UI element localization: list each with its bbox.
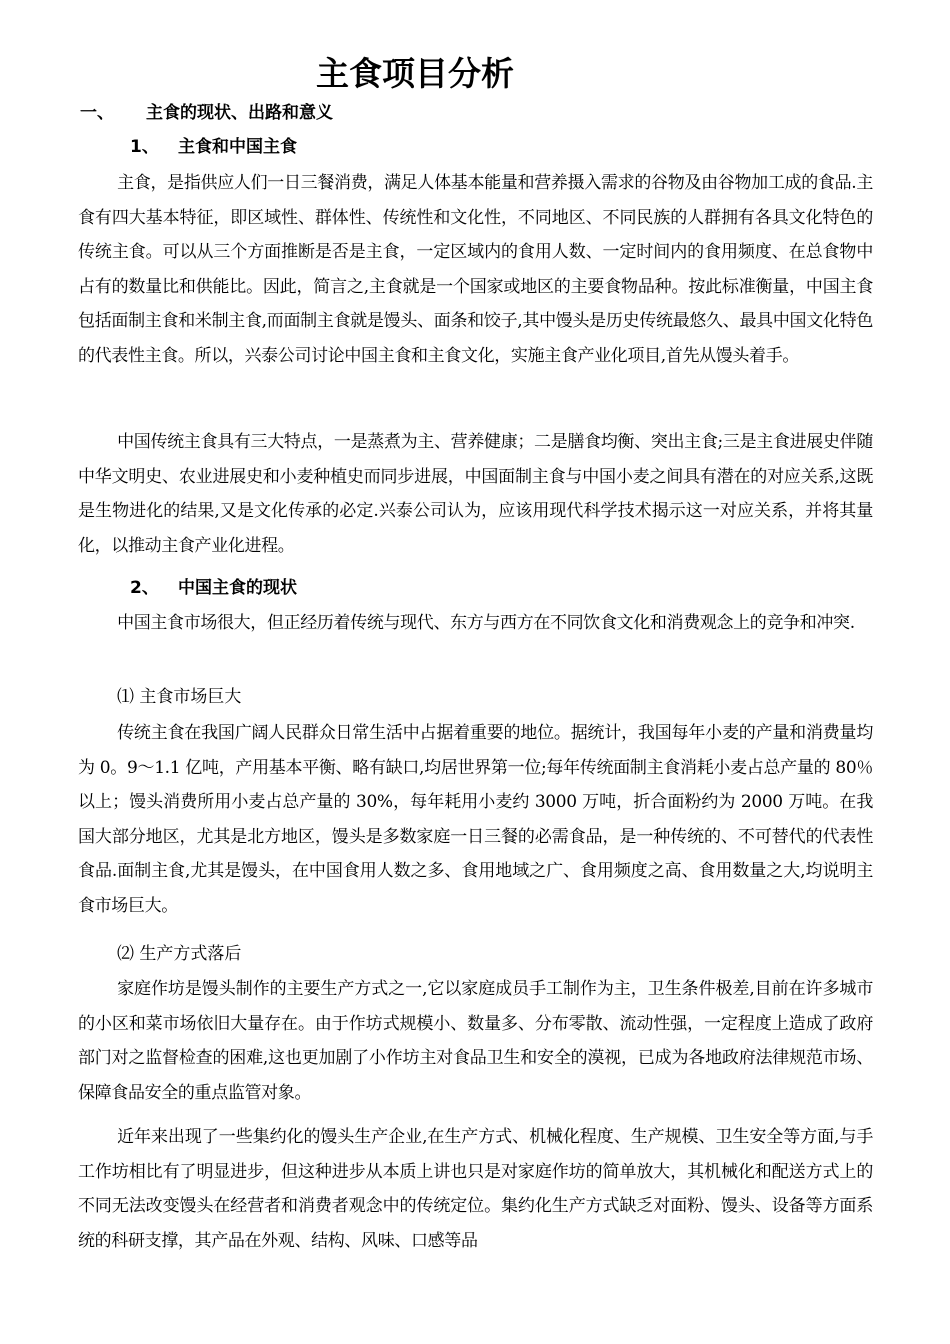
list-item-market-size: ⑴ 主食市场巨大 (117, 687, 242, 707)
section-heading-1 (80, 100, 333, 126)
paragraph-market-overview: 中国主食市场很大，但正经历着传统与现代、东方与西方在不同饮食文化和消费观念上的竞争和冲突. (117, 613, 855, 633)
document-title: 主食项目分析 (316, 54, 514, 93)
paragraph-staple-definition: 主食，是指供应人们一日三餐消费，满足人体基本能量和营养摄入需求的谷物及由谷物加工成的食品.主食有四大基本特征，即区域性、群体性、传统性和文化性，不同地区、不同民族的人群拥有各具文化特色的传统主食。可以从三个方面推断是否是主食，一定区域内的食用人数、一定时间内的食用频度、在总食物中占有的数量比和供能比。因此，简言之,主食就是一个国家或地区的主要食物品种。按此标准衡量，中国主食包括面制主食和米制主食,而面制主食就是馒头、面条和饺子,其中馒头是历史传统最悠久、最具中国文化特色的代表性主食。所以，兴泰公司讨论中国主食和主食文化，实施主食产业化项目,首先从馒头着手。 (78, 173, 873, 366)
subsection-number: 2、 (130, 578, 159, 598)
list-item-production-mode: ⑵ 生产方式落后 (117, 944, 242, 964)
subsection-heading-text: 主食和中国主食 (178, 137, 297, 157)
subsection-heading-1 (130, 134, 297, 160)
section-heading-text: 主食的现状、出路和意义 (146, 103, 333, 123)
section-number: 一、 (80, 103, 114, 123)
paragraph-intensive-production: 近年来出现了一些集约化的馒头生产企业,在生产方式、机械化程度、生产规模、卫生安全等方面,与手工作坊相比有了明显进步，但这种进步从本质上讲也只是对家庭作坊的简单放大，其机械化和配送方式上的不同无法改变馒头在经营者和消费者观念中的传统定位。集约化生产方式缺乏对面粉、馒头、设备等方面系统的科研支撑，其产品在外观、结构、风味、口感等品 (78, 1127, 873, 1251)
subsection-heading-2 (130, 575, 297, 601)
paragraph-market-statistics: 传统主食在我国广阔人民群众日常生活中占据着重要的地位。据统计，我国每年小麦的产量和消费量均为 0。9～1.1 亿吨，产用基本平衡、略有缺口,均居世界第一位;每年传统面制主食消耗小麦占总产量的 80％以上；馒头消费所用小麦占总产量的 30%，每年耗用小麦约 3000 万吨，折合面粉约为 2000 万吨。在我国大部分地区，尤其是北方地区，馒头是多数家庭一日三餐的必需食品，是一种传统的、不可替代的代表性食品.面制主食,尤其是馒头，在中国食用人数之多、食用地域之广、食用频度之高、食用数量之大,均说明主食市场巨大。 (78, 723, 873, 916)
paragraph-staple-features: 中国传统主食具有三大特点，一是蒸煮为主、营养健康；二是膳食均衡、突出主食;三是主食进展史伴随中华文明史、农业进展史和小麦种植史而同步进展，中国面制主食与中国小麦之间具有潜在的对应关系,这既是生物进化的结果,又是文化传承的必定.兴泰公司认为，应该用现代科学技术揭示这一对应关系，并将其量化，以推动主食产业化进程。 (78, 432, 873, 556)
paragraph-family-workshops: 家庭作坊是馒头制作的主要生产方式之一,它以家庭成员手工制作为主，卫生条件极差,目前在许多城市的小区和菜市场依旧大量存在。由于作坊式规模小、数量多、分布零散、流动性强，一定程度上造成了政府部门对之监督检查的困难,这也更加剧了小作坊主对食品卫生和安全的漠视，已成为各地政府法律规范市场、保障食品安全的重点监管对象。 (78, 979, 873, 1103)
subsection-number: 1、 (130, 137, 159, 157)
subsection-heading-text: 中国主食的现状 (178, 578, 297, 598)
